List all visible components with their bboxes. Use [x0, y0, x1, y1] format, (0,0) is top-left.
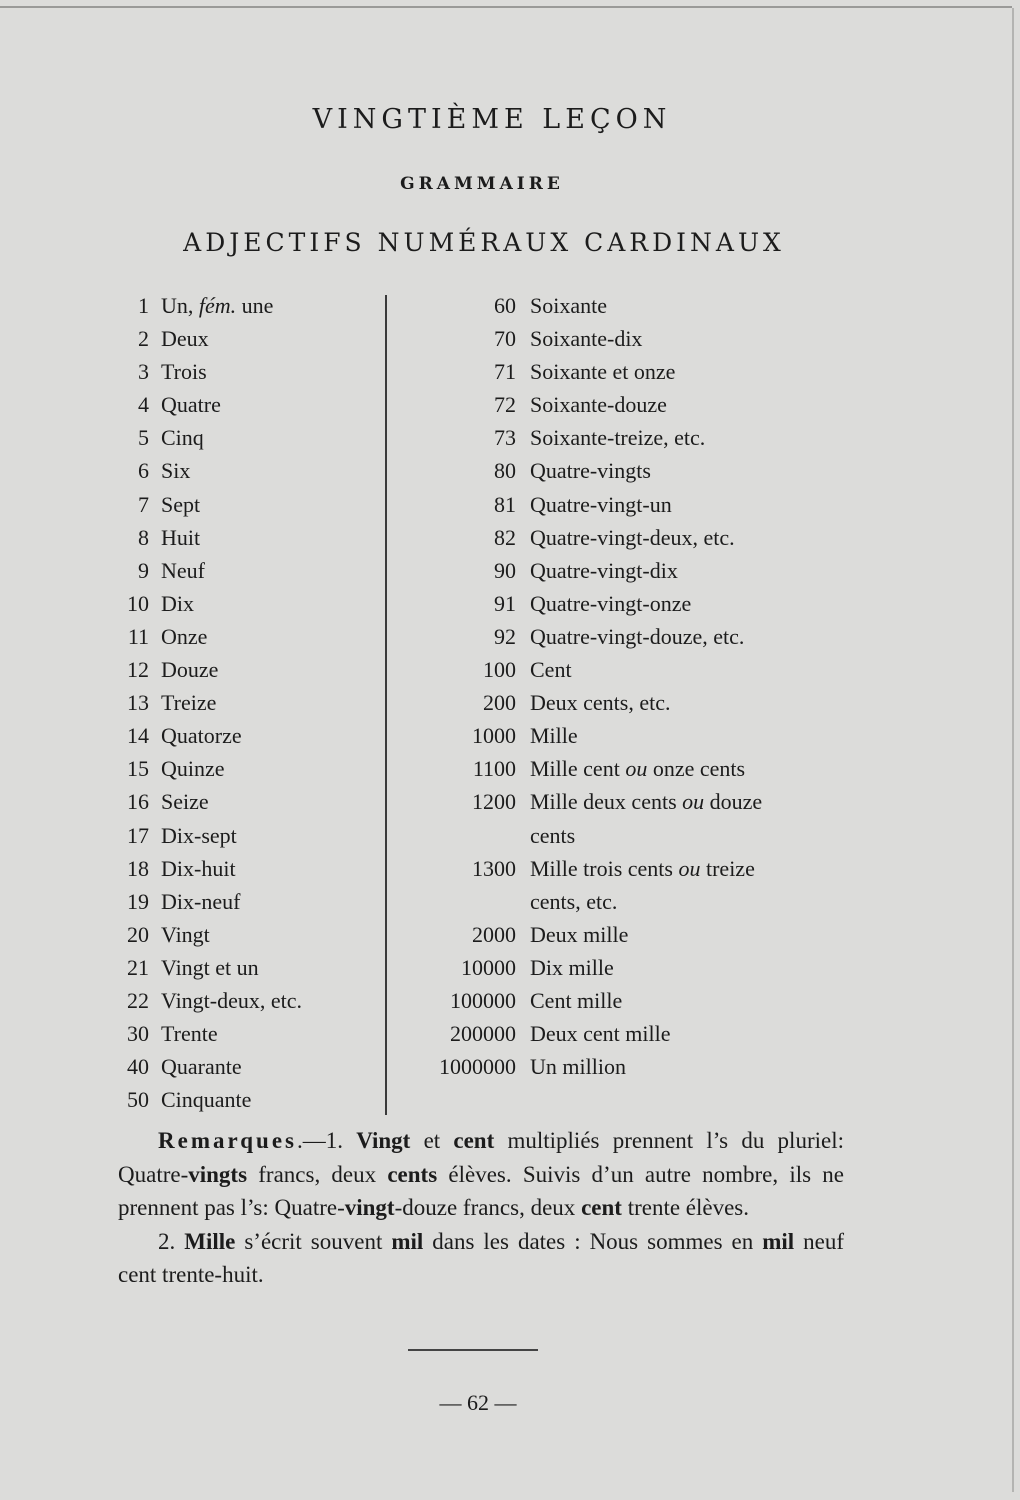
number-value: 10000 [461, 954, 516, 980]
number-row [100, 421, 380, 454]
number-word: Dix-sept [161, 822, 237, 848]
number-row [400, 686, 880, 719]
number-value: 73 [494, 425, 516, 451]
number-word: Dix-huit [161, 855, 236, 881]
number-word: Dix mille [530, 954, 614, 980]
number-row [400, 1017, 880, 1050]
number-value: 1 [138, 293, 149, 318]
number-word: cents [530, 822, 576, 848]
number-value: 6 [138, 458, 149, 484]
number-value: 19 [127, 888, 149, 914]
number-row [100, 554, 380, 587]
number-row [400, 984, 880, 1017]
number-row [100, 1050, 380, 1083]
number-word: Soixante et onze [530, 359, 676, 385]
number-row [100, 984, 380, 1017]
number-row [400, 918, 880, 951]
number-value: 1200 [472, 789, 516, 815]
number-value: 71 [494, 359, 516, 385]
number-value: 5 [138, 425, 149, 451]
number-value: 15 [127, 756, 149, 782]
numbers-left-column [100, 289, 380, 1116]
number-word: Soixante-douze [530, 392, 667, 418]
number-word: Vingt-deux, etc. [161, 987, 303, 1013]
number-word: Quatorze [161, 723, 242, 749]
number-value: 80 [494, 458, 516, 484]
number-row [400, 852, 880, 885]
number-word: Trente [161, 1021, 218, 1047]
number-value: 200000 [450, 1021, 516, 1047]
number-word: Vingt et un [161, 954, 259, 980]
number-value: 16 [127, 789, 149, 815]
number-row [100, 785, 380, 818]
number-value: 60 [494, 293, 516, 318]
number-word: Cent mille [530, 987, 623, 1013]
number-value: 100000 [450, 987, 516, 1013]
number-word: Seize [161, 789, 209, 815]
number-row [400, 752, 880, 785]
number-row [100, 852, 380, 885]
number-value: 92 [494, 623, 516, 649]
number-row [400, 521, 880, 554]
number-row [400, 653, 880, 686]
remark-paragraph-2: 2. Mille s’écrit souvent mil dans les dates : Nous sommes en mil neuf cent trente-huit. [118, 1228, 845, 1287]
number-word: Quatre-vingt-deux, etc. [530, 524, 735, 550]
number-row [100, 454, 380, 487]
number-value: 14 [127, 723, 149, 749]
number-row [100, 719, 380, 752]
section-title: GRAMMAIRE [400, 174, 564, 194]
number-value: 1100 [472, 756, 516, 782]
number-value: 200 [483, 690, 516, 716]
number-row [400, 355, 880, 388]
number-row [400, 488, 880, 521]
number-word: Dix [161, 590, 194, 616]
number-word: Douze [161, 657, 219, 683]
number-row [100, 819, 380, 852]
remarks [118, 1124, 844, 1292]
number-value: 90 [494, 557, 516, 583]
number-word: Mille [530, 723, 578, 749]
number-value: 20 [127, 921, 149, 947]
numbers-right-column [400, 289, 880, 1083]
number-word: Deux cent mille [530, 1021, 671, 1047]
number-value: 100 [483, 657, 516, 683]
number-value: 82 [494, 524, 516, 550]
top-rule [0, 6, 1012, 8]
number-row [100, 488, 380, 521]
number-value: 30 [127, 1021, 149, 1047]
number-row [100, 1017, 380, 1050]
number-value [400, 885, 530, 918]
number-value: 22 [127, 987, 149, 1013]
number-value: 4 [138, 392, 149, 418]
number-word: Quatre-vingt-douze, etc. [530, 623, 745, 649]
topic-title: ADJECTIFS NUMÉRAUX CARDINAUX [183, 228, 785, 257]
number-row [400, 951, 880, 984]
number-word: Sept [161, 491, 201, 517]
number-word: Cent [530, 657, 572, 683]
number-row [400, 388, 880, 421]
number-row [400, 885, 880, 918]
number-word: Un million [530, 1054, 626, 1080]
number-row [100, 388, 380, 421]
number-value: 9 [138, 557, 149, 583]
number-word: Neuf [161, 557, 205, 583]
number-word: Six [161, 458, 191, 484]
number-value: 17 [127, 822, 149, 848]
remarks-label: Remarques [158, 1128, 298, 1153]
number-row [400, 289, 880, 322]
number-value: 11 [127, 623, 149, 649]
number-word: Soixante [530, 293, 607, 318]
number-row [100, 918, 380, 951]
number-word: Quinze [161, 756, 225, 782]
number-row [400, 620, 880, 653]
remark-paragraph-1: Remarques.—1. Vingt et cent multipliés prennent l’s du pluriel: Quatre-vingts francs, deux cents élèves. Suivis d’un autre nombre, ils ne prennent pas l’s: Quatre-vingt-douze francs, deux cent trente élèves. [118, 1128, 844, 1220]
number-word: Mille deux cents ou douze [530, 789, 763, 815]
number-row [100, 885, 380, 918]
number-word: cents, etc. [530, 888, 618, 914]
number-value: 21 [127, 954, 149, 980]
number-row [400, 719, 880, 752]
number-word: Soixante-dix [530, 326, 643, 352]
number-value: 1300 [472, 855, 516, 881]
number-word: Deux mille [530, 921, 629, 947]
number-value: 81 [494, 491, 516, 517]
number-value: 10 [127, 590, 149, 616]
number-word: Deux [161, 326, 209, 352]
number-word: Treize [161, 690, 217, 716]
number-row [100, 322, 380, 355]
number-row [400, 1050, 880, 1083]
number-value: 12 [127, 657, 149, 683]
number-row [400, 554, 880, 587]
end-rule [408, 1349, 538, 1351]
number-value: 1000 [472, 723, 516, 749]
number-row [100, 620, 380, 653]
number-row [400, 322, 880, 355]
number-row [400, 819, 880, 852]
number-word: Cinq [161, 425, 204, 451]
number-word: Vingt [161, 921, 210, 947]
number-row [100, 587, 380, 620]
number-row [100, 653, 380, 686]
number-value: 2000 [472, 921, 516, 947]
number-value: 8 [138, 524, 149, 550]
number-word: Quatre [161, 392, 221, 418]
number-word: Quatre-vingt-onze [530, 590, 692, 616]
number-value: 7 [138, 491, 149, 517]
number-word: Quatre-vingt-un [530, 491, 672, 517]
number-value: 3 [138, 359, 149, 385]
number-value: 13 [127, 690, 149, 716]
number-row [100, 1083, 380, 1116]
number-word: Quatre-vingt-dix [530, 557, 678, 583]
number-row [100, 686, 380, 719]
number-word: Dix-neuf [161, 888, 241, 914]
number-row [100, 951, 380, 984]
number-row [100, 752, 380, 785]
number-word: Mille cent ou onze cents [530, 756, 746, 782]
number-row [400, 587, 880, 620]
number-value: 50 [127, 1087, 149, 1113]
number-row [100, 355, 380, 388]
page-number: — 62 — [439, 1390, 517, 1415]
number-value [400, 819, 530, 852]
number-word: Un, fém. une [161, 293, 274, 318]
number-row [100, 289, 380, 322]
number-row [400, 785, 880, 818]
number-value: 91 [494, 590, 516, 616]
number-word: Mille trois cents ou treize [530, 855, 755, 881]
number-row [100, 521, 380, 554]
number-row [400, 421, 880, 454]
number-value: 2 [138, 326, 149, 352]
number-word: Deux cents, etc. [530, 690, 671, 716]
number-word: Quatre-vingts [530, 458, 651, 484]
number-value: 70 [494, 326, 516, 352]
number-word: Huit [161, 524, 201, 550]
number-word: Cinquante [161, 1087, 252, 1113]
number-word: Quarante [161, 1054, 242, 1080]
number-value: 18 [127, 855, 149, 881]
lesson-title: VINGTIÈME LEÇON [312, 104, 672, 135]
column-divider [385, 295, 387, 1115]
number-value: 1000000 [439, 1054, 516, 1080]
number-word: Onze [161, 623, 208, 649]
page-edge [1012, 8, 1014, 1492]
number-word: Trois [161, 359, 207, 385]
number-word: Soixante-treize, etc. [530, 425, 706, 451]
number-row [400, 454, 880, 487]
number-value: 40 [127, 1054, 149, 1080]
number-value: 72 [494, 392, 516, 418]
